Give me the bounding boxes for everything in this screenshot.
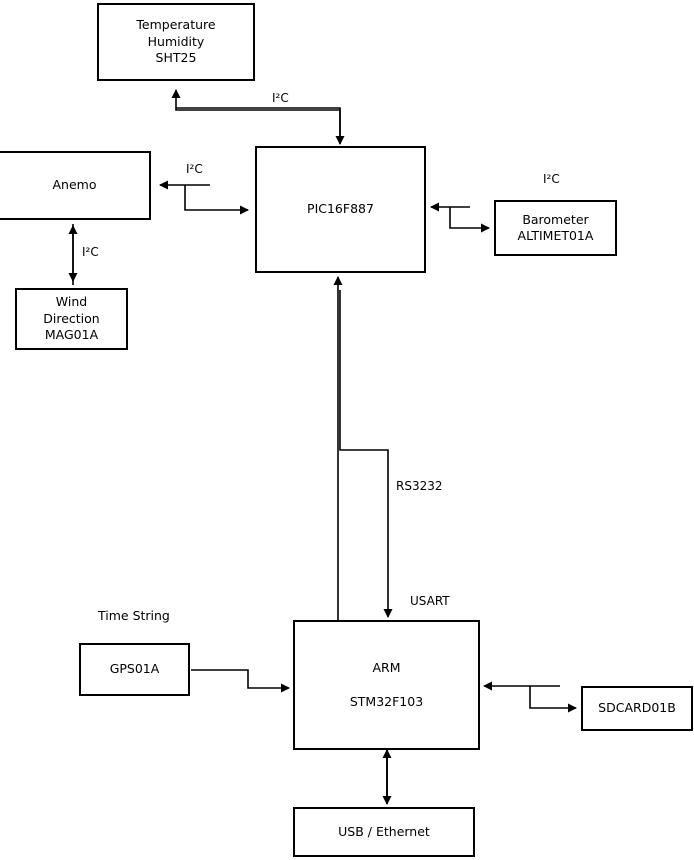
- node-mag01a[interactable]: [15, 288, 128, 350]
- wire-sht25-to-pic: [176, 108, 340, 144]
- node-arm-line-3: STM32F103: [349, 694, 424, 709]
- edge-label-usart: USART: [410, 594, 450, 608]
- node-sdcard01b-label: SDCARD01B: [598, 700, 676, 716]
- wire-pic-to-sht25: [176, 90, 340, 140]
- edge-label-i2c-barometer: I²C: [543, 172, 560, 186]
- node-barometer-line-2: ALTIMET01A: [517, 228, 594, 243]
- wire-gps-to-arm: [191, 670, 289, 688]
- node-pic16f887[interactable]: [255, 146, 426, 273]
- node-anemo-line-1: Anemo: [52, 177, 97, 193]
- wire-pic-to-arm: [340, 290, 388, 617]
- node-anemo[interactable]: [0, 151, 151, 220]
- node-arm-stm32f103[interactable]: [293, 620, 480, 750]
- wire-pic-to-barometer: [450, 207, 489, 228]
- node-usb-ethernet-label: USB / Ethernet: [338, 823, 430, 839]
- node-gps01a-label: GPS01A: [109, 661, 160, 677]
- node-gps01a[interactable]: [79, 643, 190, 696]
- node-sht25-line-1: Temperature: [136, 17, 216, 33]
- node-barometer-line-1: Barometer: [522, 211, 589, 227]
- node-pic16f887-label: PIC16F887: [307, 201, 374, 217]
- wire-arm-to-sdcard: [530, 686, 576, 708]
- wire-anemo-to-pic: [185, 185, 248, 210]
- edge-label-i2c-mag01a: I²C: [82, 245, 99, 259]
- edge-label-i2c-sht25: I²C: [272, 91, 289, 105]
- node-sht25-line-3: SHT25: [155, 50, 197, 66]
- node-sdcard01b[interactable]: [581, 686, 693, 731]
- node-arm-line-1: ARM: [372, 659, 401, 675]
- edge-label-i2c-anemo: I²C: [186, 162, 203, 176]
- node-sht25[interactable]: [97, 3, 255, 81]
- node-mag01a-line-3: MAG01A: [44, 327, 99, 343]
- edge-label-time-string: Time String: [98, 608, 170, 623]
- node-mag01a-line-1: Wind: [55, 294, 88, 310]
- node-barometer[interactable]: [494, 200, 617, 256]
- node-sht25-line-2: Humidity: [147, 33, 205, 49]
- node-usb-ethernet[interactable]: [293, 807, 475, 857]
- edge-label-rs3232: RS3232: [396, 479, 443, 493]
- node-mag01a-line-2: Direction: [43, 310, 100, 326]
